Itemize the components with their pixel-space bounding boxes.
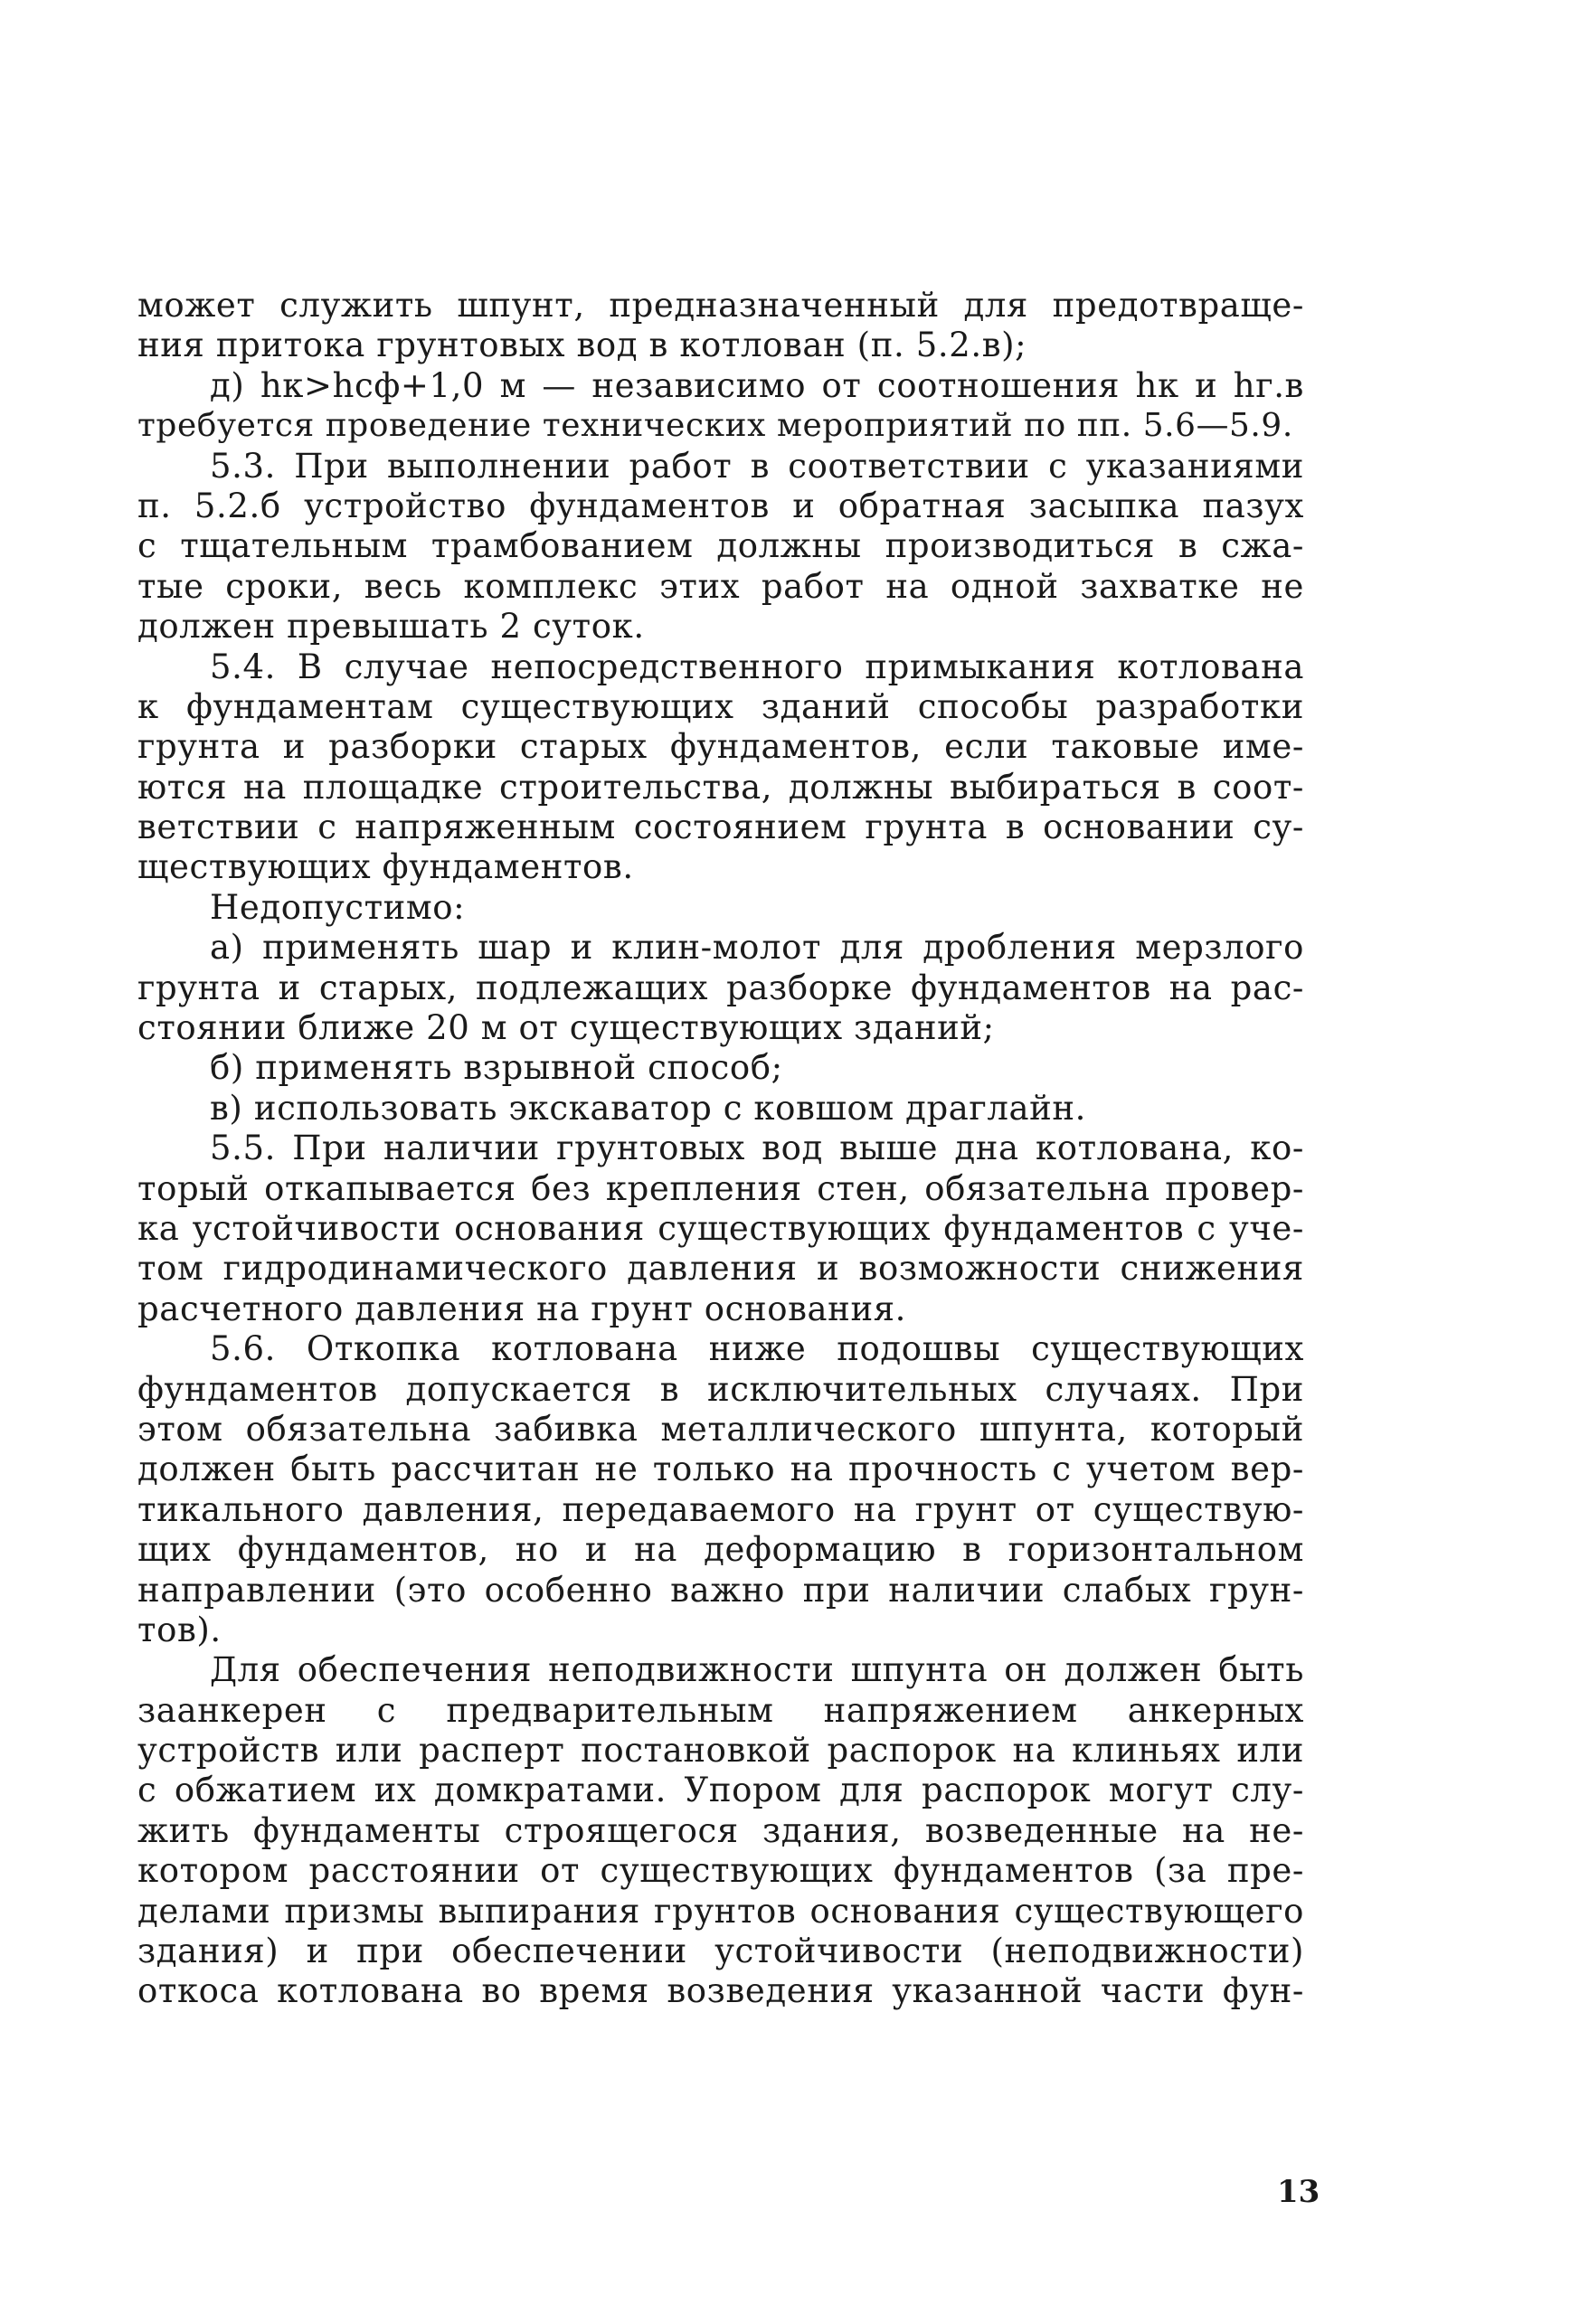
page-number: 13 — [1277, 2174, 1320, 2210]
text-line: тов). — [137, 1610, 222, 1649]
text-line: ния притока грунтовых вод в котлован (п. 5.2.в); — [137, 326, 1027, 365]
text-line: 5.5. При наличии грунтовых вод выше дна котлована, ко- — [210, 1129, 1304, 1168]
text-line: стоянии ближе 20 м от существующих зданий; — [137, 1008, 995, 1048]
text-line: фундаментов допускается в исключительных случаях. При — [137, 1369, 1304, 1409]
text-line: к фундаментам существующих зданий способы разработки — [137, 686, 1304, 726]
text-line: котором расстоянии от существующих фундаментов (за пре- — [137, 1851, 1304, 1891]
text-line: в) использовать экскаватор с ковшом драглайн. — [210, 1088, 1087, 1128]
text-line: этом обязательна забивка металлического шпунта, который — [137, 1409, 1304, 1449]
text-line: Недопустимо: — [210, 887, 466, 927]
text-line: 5.6. Откопка котлована ниже подошвы существующих — [210, 1329, 1304, 1369]
body-text — [137, 286, 1304, 2012]
text-line: может служить шпунт, предназначенный для предотвраще- — [137, 286, 1304, 325]
text-line: а) применять шар и клин-молот для дробления мерзлого — [210, 928, 1304, 968]
text-line: ветствии с напряженным состоянием грунта в основании су- — [137, 808, 1304, 847]
text-line: откоса котлована во время возведения указанной части фун- — [137, 1971, 1304, 2011]
text-line: расчетного давления на грунт основания. — [137, 1289, 907, 1328]
text-line: тые сроки, весь комплекс этих работ на одной захватке не — [137, 566, 1304, 606]
text-line: тикального давления, передаваемого на грунт от существую- — [137, 1489, 1304, 1529]
text-line: делами призмы выпирания грунтов основания существующего — [137, 1891, 1304, 1931]
text-line: ществующих фундаментов. — [137, 847, 634, 887]
text-line: б) применять взрывной способ; — [210, 1048, 783, 1088]
text-line: том гидродинамического давления и возможности снижения — [137, 1249, 1304, 1289]
text-line: Для обеспечения неподвижности шпунта он должен быть — [210, 1650, 1304, 1690]
text-line: должен быть рассчитан не только на прочность с учетом вер- — [137, 1450, 1304, 1489]
text-line: требуется проведение технических мероприятий по пп. 5.6—5.9. — [137, 407, 1293, 445]
text-line: заанкерен с предварительным напряжением анкерных — [137, 1690, 1304, 1730]
text-line: грунта и разборки старых фундаментов, если таковые име- — [137, 727, 1304, 767]
text-line: 5.3. При выполнении работ в соответствии с указаниями — [210, 446, 1304, 486]
text-line: здания) и при обеспечении устойчивости (неподвижности) — [137, 1932, 1304, 1971]
text-line: жить фундаменты строящегося здания, возведенные на не- — [137, 1810, 1304, 1850]
text-line: п. 5.2.б устройство фундаментов и обратная засыпка пазух — [137, 486, 1304, 525]
text-line: щих фундаментов, но и на деформацию в горизонтальном — [137, 1530, 1304, 1570]
text-line: ются на площадке строительства, должны выбираться в соот- — [137, 767, 1304, 807]
text-line: грунта и старых, подлежащих разборке фундаментов на рас- — [137, 968, 1304, 1007]
text-line: устройств или расперт постановкой распорок на клиньях или — [137, 1731, 1304, 1771]
text-line: ка устойчивости основания существующих фундаментов с уче- — [137, 1208, 1304, 1248]
text-line: торый откапывается без крепления стен, обязательна провер- — [137, 1168, 1304, 1208]
text-line: с обжатием их домкратами. Упором для распорок могут слу- — [137, 1771, 1304, 1810]
text-line: 5.4. В случае непосредственного примыкания котлована — [210, 647, 1304, 686]
text-line: д) hк>hсф+1,0 м — независимо от соотношения hк и hг.в — [210, 365, 1304, 405]
text-line: должен превышать 2 суток. — [137, 607, 645, 647]
text-line: направлении (это особенно важно при наличии слабых грун- — [137, 1570, 1304, 1610]
text-line: с тщательным трамбованием должны производиться в сжа- — [137, 526, 1304, 566]
